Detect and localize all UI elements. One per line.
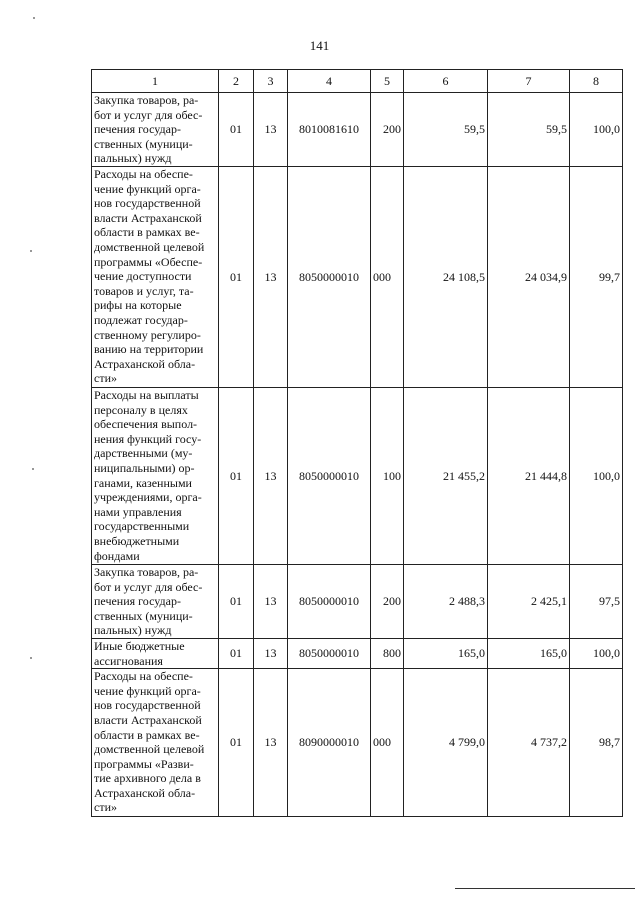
expense-type-code: 200	[371, 564, 404, 638]
target-article-code: 8050000010	[288, 387, 371, 564]
scan-speck	[32, 468, 34, 470]
column-header: 5	[371, 70, 404, 93]
execution-percent: 100,0	[570, 638, 623, 668]
section-code: 01	[219, 387, 254, 564]
row-description: Иные бюджетные ассигнования	[92, 638, 219, 668]
table-header-row	[92, 70, 623, 93]
actual-amount: 4 737,2	[488, 669, 570, 817]
column-header: 8	[570, 70, 623, 93]
scan-speck	[30, 250, 32, 252]
subsection-code: 13	[254, 93, 288, 167]
row-description: Закупка товаров, ра- бот и услуг для обес- печения государ- ственных (муници- пальных) нужд	[92, 564, 219, 638]
section-code: 01	[219, 564, 254, 638]
table-row	[92, 638, 623, 668]
planned-amount: 21 455,2	[404, 387, 488, 564]
row-description: Расходы на обеспе- чение функций орга- нов государственной власти Астраханской области в рамках ве- домственной целевой программы «Обеспе- чение доступности товаров и услуг, та- рифы на которые подлежат государ- ственному регулиро- ванию на территории Астраханской обла- сти»	[92, 166, 219, 387]
expense-type-code: 000	[371, 166, 404, 387]
bottom-rule	[455, 888, 635, 889]
subsection-code: 13	[254, 638, 288, 668]
subsection-code: 13	[254, 669, 288, 817]
planned-amount: 2 488,3	[404, 564, 488, 638]
table-row	[92, 669, 623, 817]
scan-speck	[33, 17, 35, 19]
budget-table	[91, 69, 623, 817]
actual-amount: 24 034,9	[488, 166, 570, 387]
expense-type-code: 800	[371, 638, 404, 668]
actual-amount: 165,0	[488, 638, 570, 668]
column-header: 1	[92, 70, 219, 93]
planned-amount: 165,0	[404, 638, 488, 668]
expense-type-code: 000	[371, 669, 404, 817]
subsection-code: 13	[254, 166, 288, 387]
section-code: 01	[219, 166, 254, 387]
row-description: Расходы на обеспе- чение функций орга- нов государственной власти Астраханской области в рамках ве- домственной целевой программы «Разви- тие архивного дела в Астраханской обла- сти»	[92, 669, 219, 817]
execution-percent: 99,7	[570, 166, 623, 387]
execution-percent: 98,7	[570, 669, 623, 817]
table-row	[92, 387, 623, 564]
target-article-code: 8090000010	[288, 669, 371, 817]
scan-speck	[30, 657, 32, 659]
page-number: 141	[309, 38, 330, 53]
actual-amount: 2 425,1	[488, 564, 570, 638]
subsection-code: 13	[254, 387, 288, 564]
target-article-code: 8010081610	[288, 93, 371, 167]
actual-amount: 59,5	[488, 93, 570, 167]
row-description: Расходы на выплаты персоналу в целях обеспечения выпол- нения функций госу- дарственными (му- ниципальными) ор- ганами, казенными учреждениями, орга- нами управления государственными внебюджетными фондами	[92, 387, 219, 564]
table-row	[92, 166, 623, 387]
column-header: 4	[288, 70, 371, 93]
subsection-code: 13	[254, 564, 288, 638]
execution-percent: 100,0	[570, 387, 623, 564]
planned-amount: 24 108,5	[404, 166, 488, 387]
execution-percent: 100,0	[570, 93, 623, 167]
row-description: Закупка товаров, ра- бот и услуг для обес- печения государ- ственных (муници- пальных) нужд	[92, 93, 219, 167]
expense-type-code: 200	[371, 93, 404, 167]
planned-amount: 59,5	[404, 93, 488, 167]
column-header: 7	[488, 70, 570, 93]
column-header: 3	[254, 70, 288, 93]
expense-type-code: 100	[371, 387, 404, 564]
actual-amount: 21 444,8	[488, 387, 570, 564]
section-code: 01	[219, 638, 254, 668]
target-article-code: 8050000010	[288, 638, 371, 668]
table-row	[92, 564, 623, 638]
execution-percent: 97,5	[570, 564, 623, 638]
column-header: 2	[219, 70, 254, 93]
table-row	[92, 93, 623, 167]
target-article-code: 8050000010	[288, 166, 371, 387]
section-code: 01	[219, 93, 254, 167]
column-header: 6	[404, 70, 488, 93]
planned-amount: 4 799,0	[404, 669, 488, 817]
target-article-code: 8050000010	[288, 564, 371, 638]
section-code: 01	[219, 669, 254, 817]
